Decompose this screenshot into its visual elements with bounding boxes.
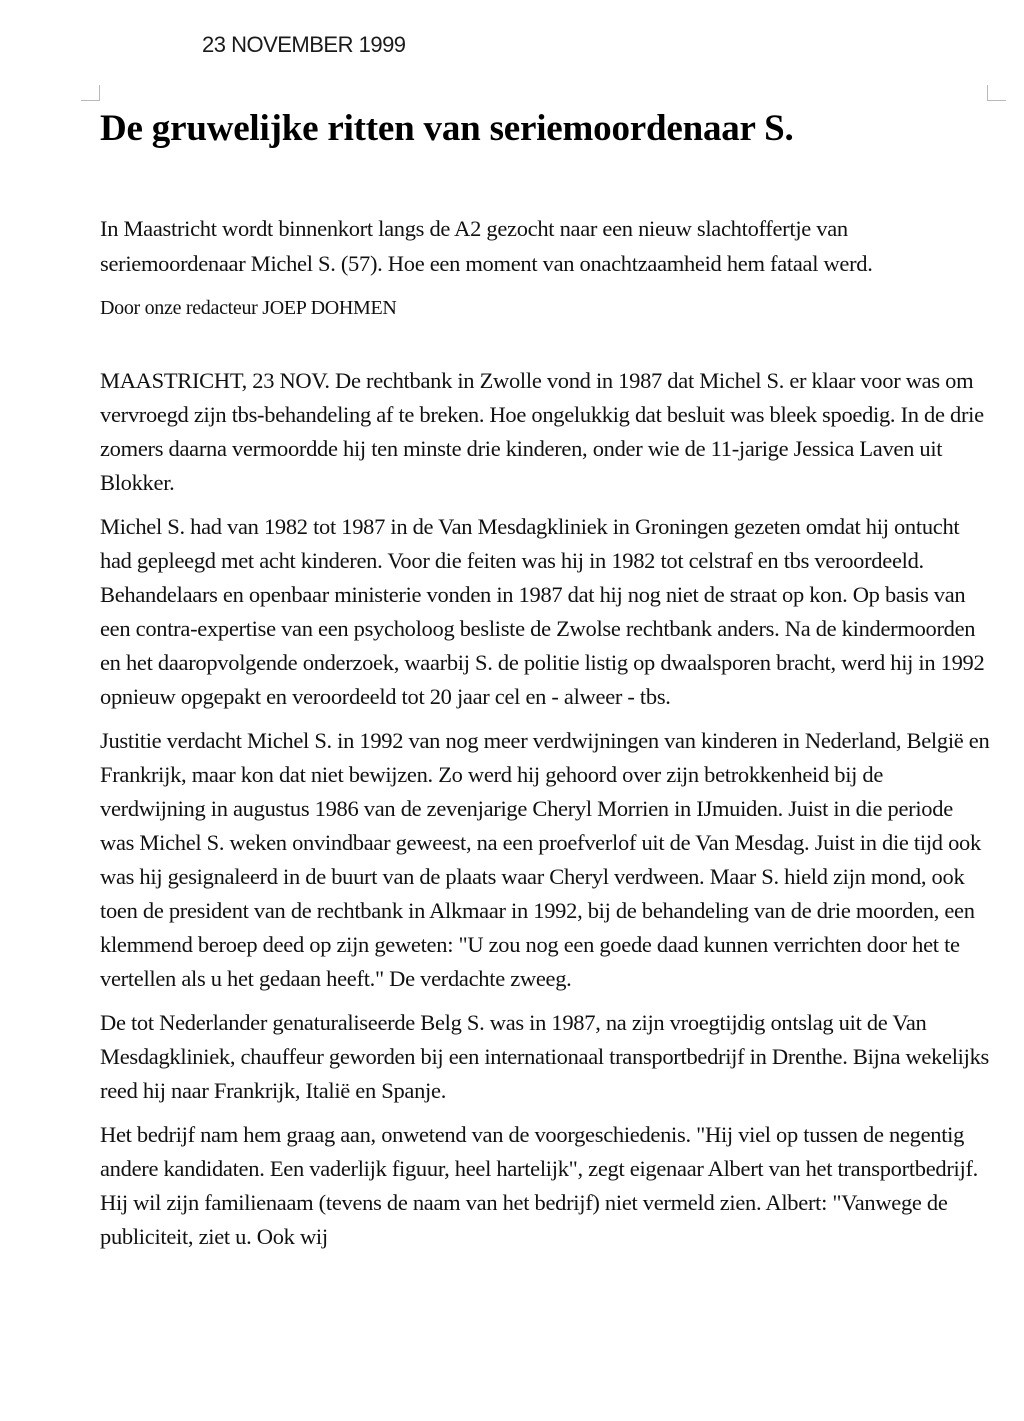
margin-corner-mark-left	[81, 85, 100, 101]
article-paragraph: MAASTRICHT, 23 NOV. De rechtbank in Zwolle vond in 1987 dat Michel S. er klaar voor was om vervroegd zijn tbs-behandeling af te breken. Hoe ongelukkig dat besluit was bleek spoedig. In de drie zomers daarna vermoordde hij ten minste drie kinderen, onder wie de 11-jarige Jessica Laven uit Blokker.	[100, 368, 984, 495]
article-byline: Door onze redacteur JOEP DOHMEN	[100, 297, 397, 319]
article-paragraph: De tot Nederlander genaturaliseerde Belg S. was in 1987, na zijn vroegtijdig ontslag uit de Van Mesdagkliniek, chauffeur geworden bij een internationaal transportbedrijf in Drenthe. Bijna wekelijks reed hij naar Frankrijk, Italië en Spanje.	[100, 1010, 989, 1103]
article	[100, 104, 992, 1264]
article-paragraph: Justitie verdacht Michel S. in 1992 van nog meer verdwijningen van kinderen in Nederland, België en Frankrijk, maar kon dat niet bewijzen. Zo werd hij gehoord over zijn betrokkenheid bij de verdwijning in augustus 1986 van de zevenjarige Cheryl Morrien in IJmuiden. Juist in die periode was Michel S. weken onvindbaar geweest, na een proefverlof uit de Van Mesdag. Juist in die tijd ook was hij gesignaleerd in de buurt van de plaats waar Cheryl verdween. Maar S. hield zijn mond, ook toen de president van de rechtbank in Alkmaar in 1992, bij de behandeling van de drie moorden, een klemmend beroep deed op zijn geweten: "U zou nog een goede daad kunnen verrichten door het te vertellen als u het gedaan heeft." De verdachte zweeg.	[100, 728, 990, 991]
page-header-date: 23 NOVEMBER 1999	[202, 32, 406, 57]
article-lead: In Maastricht wordt binnenkort langs de A2 gezocht naar een nieuw slachtoffertje van seriemoordenaar Michel S. (57). Hoe een moment van onachtzaamheid hem fataal werd.	[100, 216, 873, 276]
article-body	[100, 364, 992, 1254]
article-paragraph: Michel S. had van 1982 tot 1987 in de Van Mesdagkliniek in Groningen gezeten omdat hij ontucht had gepleegd met acht kinderen. Voor die feiten was hij in 1982 tot celstraf en tbs veroordeeld. Behandelaars en openbaar ministerie vonden in 1987 dat hij nog niet de straat op kon. Op basis van een contra-expertise van een psycholoog besliste de Zwolse rechtbank anders. Na de kindermoorden en het daaropvolgende onderzoek, waarbij S. de politie listig op dwaalsporen bracht, werd hij in 1992 opnieuw opgepakt en veroordeeld tot 20 jaar cel en - alweer - tbs.	[100, 514, 985, 709]
article-headline: De gruwelijke ritten van seriemoordenaar S.	[100, 108, 794, 149]
article-paragraph: Het bedrijf nam hem graag aan, onwetend van de voorgeschiedenis. "Hij viel op tussen de negentig andere kandidaten. Een vaderlijk figuur, heel hartelijk", zegt eigenaar Albert van het transportbedrijf. Hij wil zijn familienaam (tevens de naam van het bedrijf) niet vermeld zien. Albert: "Vanwege de publiciteit, ziet u. Ook wij	[100, 1122, 978, 1249]
margin-corner-mark-right	[987, 85, 1006, 101]
